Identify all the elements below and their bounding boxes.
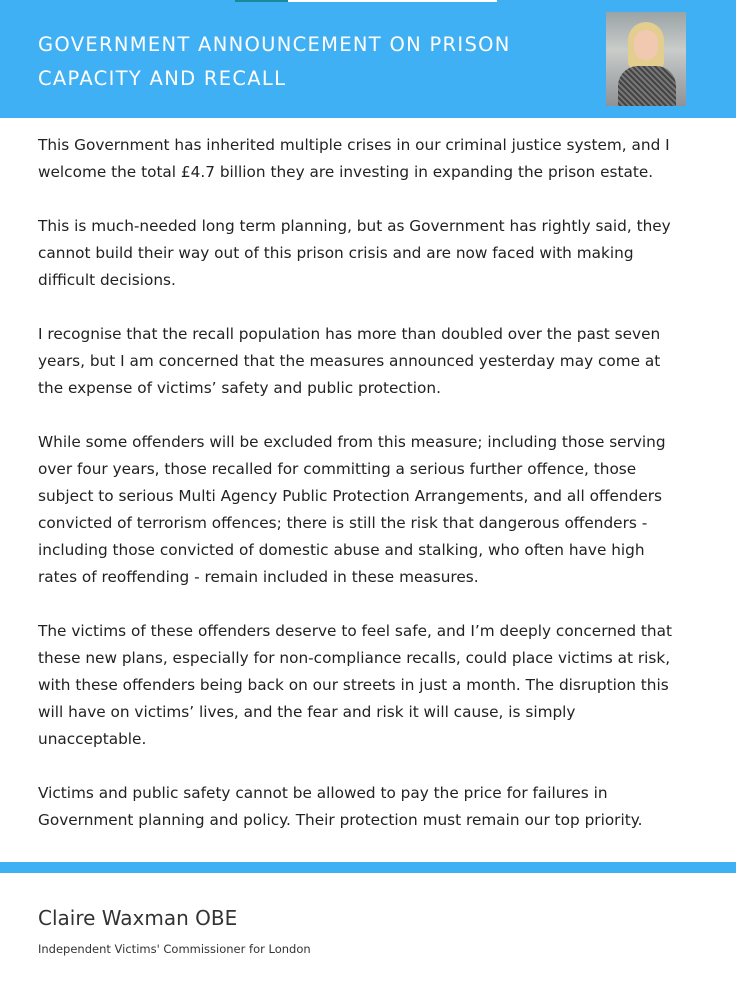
author-photo [606,12,686,106]
paragraph-line: including those convicted of domestic abuse and stalking, who often have high [38,541,645,559]
paragraph-line: Victims and public safety cannot be allowed to pay the price for failures in [38,784,608,802]
divider-rule [0,862,736,873]
statement-body [38,132,718,861]
paragraph-line: difficult decisions. [38,271,176,289]
paragraph [38,321,718,402]
paragraph [38,213,718,294]
paragraph-line: will have on victims’ lives, and the fear and risk it will cause, is simply [38,703,576,721]
paragraph-line: over four years, those recalled for committing a serious further offence, those [38,460,637,478]
paragraph-line: This Government has inherited multiple crises in our criminal justice system, and I [38,136,670,154]
title-line: GOVERNMENT ANNOUNCEMENT ON PRISON [38,33,511,56]
author-role: Independent Victims' Commissioner for London [38,942,311,956]
paragraph-line: welcome the total £4.7 billion they are investing in expanding the prison estate. [38,163,654,181]
header-banner [0,0,736,118]
paragraph-line: with these offenders being back on our streets in just a month. The disruption this [38,676,669,694]
top-progress-bar [235,0,497,2]
paragraph-line: unacceptable. [38,730,147,748]
paragraph [38,618,718,753]
paragraph-line: The victims of these offenders deserve to feel safe, and I’m deeply concerned that [38,622,672,640]
paragraph-line: cannot build their way out of this prison crisis and are now faced with making [38,244,634,262]
paragraph-line: convicted of terrorism offences; there is still the risk that dangerous offenders - [38,514,648,532]
paragraph [38,132,718,186]
paragraph-line: While some offenders will be excluded from this measure; including those serving [38,433,666,451]
paragraph-line: I recognise that the recall population has more than doubled over the past seven [38,325,661,343]
paragraph [38,429,718,591]
paragraph [38,780,718,834]
paragraph-line: This is much-needed long term planning, but as Government has rightly said, they [38,217,671,235]
paragraph-line: Government planning and policy. Their protection must remain our top priority. [38,811,643,829]
paragraph-line: rates of reoffending - remain included in these measures. [38,568,479,586]
paragraph-line: these new plans, especially for non-compliance recalls, could place victims at risk, [38,649,671,667]
paragraph-line: subject to serious Multi Agency Public Protection Arrangements, and all offenders [38,487,662,505]
paragraph-line: the expense of victims’ safety and public protection. [38,379,441,397]
page-title [38,28,511,96]
paragraph-line: years, but I am concerned that the measures announced yesterday may come at [38,352,661,370]
author-name: Claire Waxman OBE [38,906,238,930]
title-line: CAPACITY AND RECALL [38,67,287,90]
